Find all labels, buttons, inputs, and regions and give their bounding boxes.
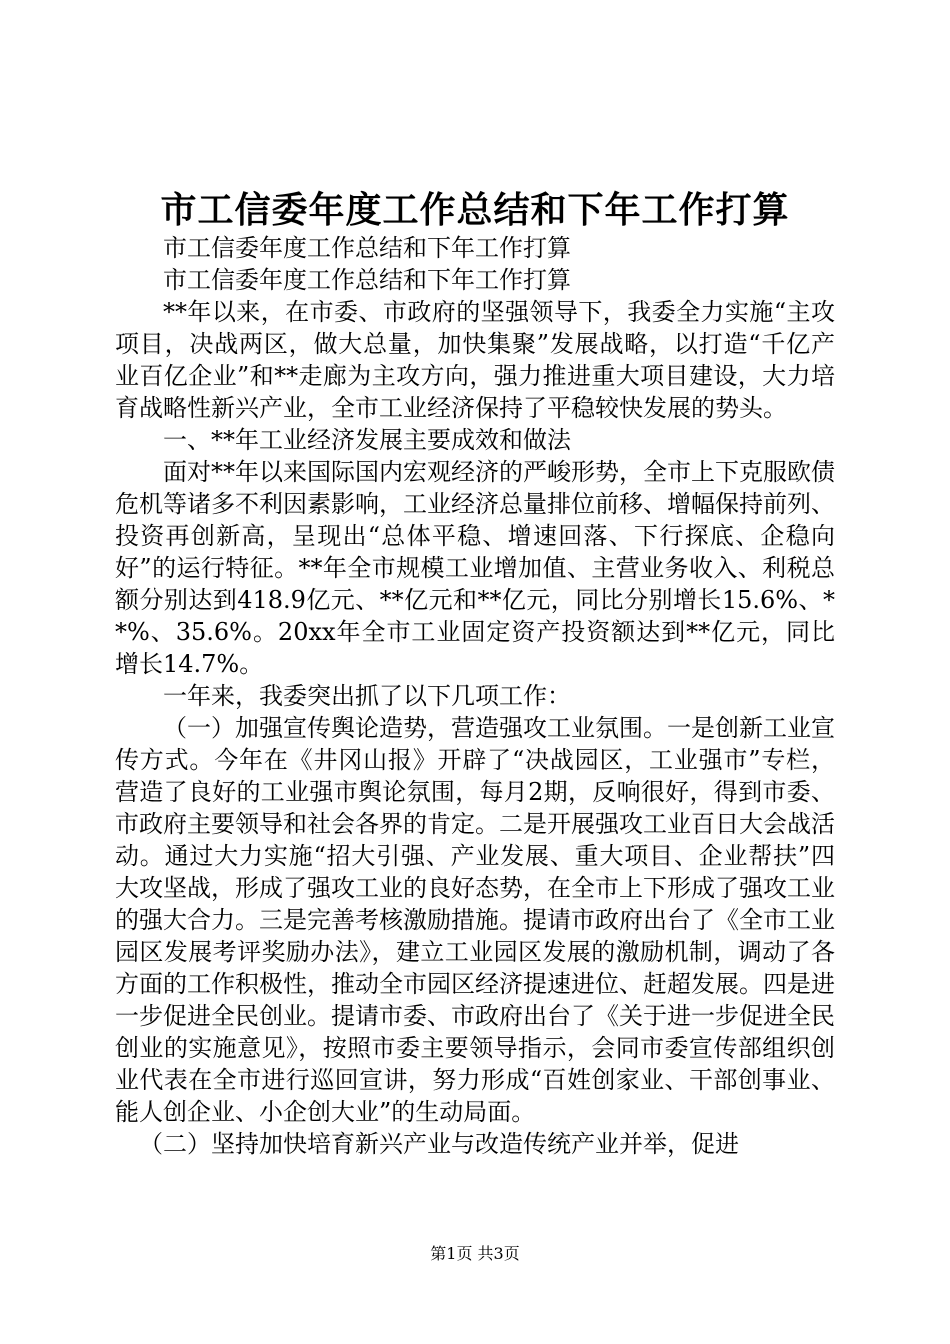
subtitle-line: 市工信委年度工作总结和下年工作打算 bbox=[163, 266, 571, 294]
body-paragraph: 一年来，我委突出抓了以下几项工作： bbox=[163, 682, 571, 710]
body-paragraph: 面对**年以来国际国内宏观经济的严峻形势，全市上下克服欧债危机等诸多不利因素影响，工业经济总量排位前移、增幅保持前列、投资再创新高，呈现出“总体平稳、增速回落、下行探底、企稳向好”的运行特征。**年全市规模工业增加值、主营业务收入、利税总额分别达到418.9亿元、**亿元和**亿元，同比分别增长15.6%、**%、35.6%。20xx年全市工业固定资产投资额达到**亿元，同比增长14.7%。 bbox=[115, 458, 835, 678]
body-paragraph: （一）加强宣传舆论造势，营造强攻工业氛围。一是创新工业宣传方式。今年在《井冈山报》开辟了“决战园区，工业强市”专栏，营造了良好的工业强市舆论氛围，每月2期，反响很好，得到市委、市政府主要领导和社会各界的肯定。二是开展强攻工业百日大会战活动。通过大力实施“招大引强、产业发展、重大项目、企业帮扶”四大攻坚战，形成了强攻工业的良好态势，在全市上下形成了强攻工业的强大合力。三是完善考核激励措施。提请市政府出台了《全市工业园区发展考评奖励办法》，建立工业园区发展的激励机制，调动了各方面的工作积极性，推动全市园区经济提速进位、赶超发展。四是进一步促进全民创业。提请市委、市政府出台了《关于进一步促进全民创业的实施意见》，按照市委主要领导指示，会同市委宣传部组织创业代表在全市进行巡回宣讲，努力形成“百姓创家业、干部创事业、能人创企业、小企创大业”的生动局面。 bbox=[115, 714, 835, 1126]
subtitle-line: 市工信委年度工作总结和下年工作打算 bbox=[163, 234, 571, 262]
page-footer: 第1页 共3页 bbox=[430, 1244, 520, 1263]
section-heading: 一、**年工业经济发展主要成效和做法 bbox=[163, 426, 571, 454]
body-paragraph: （二）坚持加快培育新兴产业与改造传统产业并举，促进 bbox=[139, 1130, 739, 1158]
intro-paragraph: **年以来，在市委、市政府的坚强领导下，我委全力实施“主攻项目，决战两区，做大总量，加快集聚”发展战略，以打造“千亿产业百亿企业”和**走廊为主攻方向，强力推进重大项目建设，大力培育战略性新兴产业，全市工业经济保持了平稳较快发展的势头。 bbox=[115, 298, 835, 422]
document-body bbox=[115, 232, 835, 1160]
document-title: 市工信委年度工作总结和下年工作打算 bbox=[160, 189, 790, 231]
